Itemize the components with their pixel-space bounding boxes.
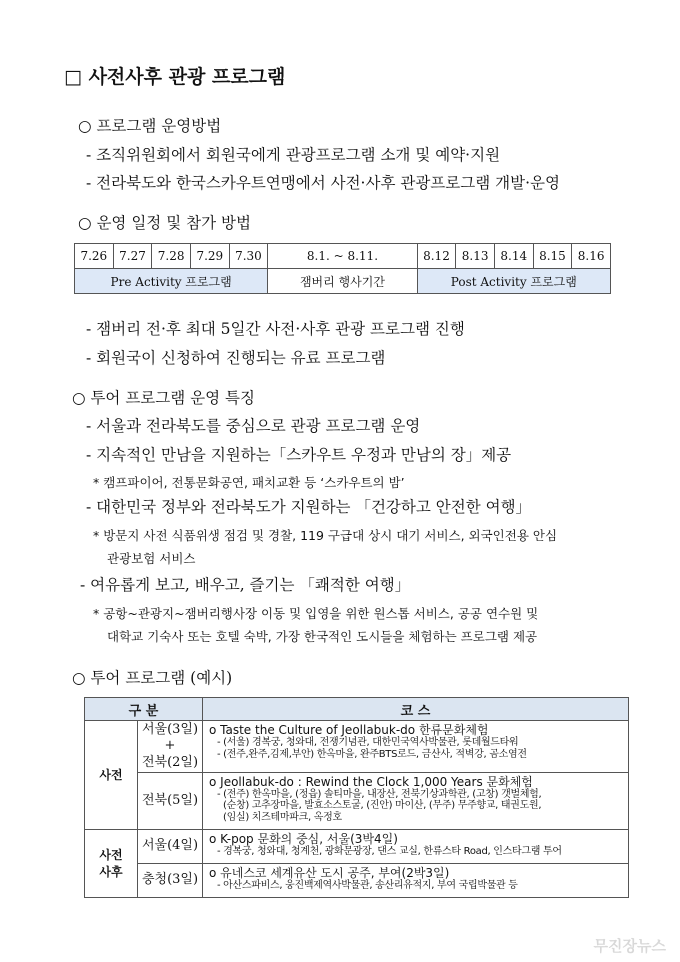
- table-row: [85, 772, 629, 829]
- header-category: 구 분: [85, 698, 203, 721]
- course-cell: [203, 772, 629, 829]
- section-heading-operation: ○ 프로그램 운영방법: [78, 117, 222, 135]
- schedule-phase-row: [75, 269, 611, 294]
- bullet-item: - 대한민국 정부와 전라북도가 지원하는 「건강하고 안전한 여행」: [86, 498, 532, 516]
- place-name: 전북(2일): [141, 754, 199, 770]
- course-cell: [203, 863, 629, 897]
- page-title: □ 사전사후 관광 프로그램: [64, 66, 286, 88]
- section-heading-tour: ○ 투어 프로그램 (예시): [72, 669, 233, 687]
- course-detail: - (전주,완주,김제,부안) 한옥마을, 완주BTS로드, 금산사, 적벽강, 곰소염전: [217, 748, 527, 760]
- course-title: o K-pop 문화의 중심, 서울(3박4일): [209, 831, 398, 846]
- course-cell: [203, 721, 629, 773]
- course-detail: (순창) 고추장마을, 발효소스토굴, (진안) 마이산, (무주) 무주향교, 태권도원,: [223, 800, 542, 812]
- table-row: [85, 829, 629, 863]
- note-text: * 공항~관광지~잼버리행사장 이동 및 입영을 위한 원스톱 서비스, 공공 연수원 및: [93, 606, 539, 621]
- date-cell: 8.14: [494, 244, 533, 269]
- watermark-logo: 무진장뉴스: [593, 937, 666, 955]
- date-cell: 8.12: [417, 244, 456, 269]
- course-cell: [203, 829, 629, 863]
- bullet-item: - 조직위원회에서 회원국에게 관광프로그램 소개 및 예약·지원: [86, 146, 501, 164]
- phase-post-activity: Post Activity 프로그램: [417, 269, 610, 294]
- bullet-item: - 지속적인 만남을 지원하는「스카우트 우정과 만남의 장」제공: [86, 446, 512, 464]
- schedule-dates-row: [75, 244, 611, 269]
- course-title: o Taste the Culture of Jeollabuk-do 한류문화체험: [209, 723, 489, 737]
- course-detail: - 경복궁, 청와대, 청계천, 광화문광장, 댄스 교실, 한류스타 Road, 인스타그램 투어: [217, 845, 562, 857]
- place-cell: 서울(4일): [138, 829, 203, 863]
- category-label: 사전: [99, 848, 123, 863]
- bullet-item: - 전라북도와 한국스카우트연맹에서 사전·사후 관광프로그램 개발·운영: [86, 174, 560, 192]
- table-row: [85, 863, 629, 897]
- schedule-table: [74, 243, 611, 294]
- phase-jamboree: 잼버리 행사기간: [268, 269, 417, 294]
- category-pre: 사전: [85, 721, 138, 830]
- course-detail: - (서울) 경복궁, 청와대, 전쟁기념관, 대한민국역사박물관, 롯데월드타워: [217, 737, 519, 748]
- bullet-item: - 잼버리 전·후 최대 5일간 사전·사후 관광 프로그램 진행: [86, 320, 465, 338]
- date-cell: 7.26: [75, 244, 114, 269]
- date-cell: 7.27: [113, 244, 152, 269]
- place-cell: 충청(3일): [138, 863, 203, 897]
- table-row: [85, 721, 629, 773]
- date-range-cell: 8.1. ~ 8.11.: [268, 244, 417, 269]
- date-cell: 7.29: [190, 244, 229, 269]
- date-cell: 8.15: [533, 244, 572, 269]
- place-cell: 전북(5일): [138, 772, 203, 829]
- course-detail: - (전주) 한옥마을, (정읍) 솔티마을, 내장산, 전북기상과학관, (고창) 갯벌체험,: [217, 788, 542, 800]
- date-cell: 8.13: [456, 244, 495, 269]
- bullet-item: - 서울과 전라북도를 중심으로 관광 프로그램 운영: [86, 417, 421, 435]
- place-plus: +: [164, 738, 176, 754]
- category-label: 사후: [99, 865, 123, 880]
- phase-pre-activity: Pre Activity 프로그램: [75, 269, 268, 294]
- bullet-item: - 회원국이 신청하여 진행되는 유료 프로그램: [86, 349, 386, 367]
- tour-header-row: [85, 698, 629, 721]
- bullet-item: - 여유롭게 보고, 배우고, 즐기는 「쾌적한 여행」: [80, 576, 411, 594]
- section-heading-schedule: ○ 운영 일정 및 참가 방법: [78, 214, 251, 232]
- course-title: o Jeollabuk-do : Rewind the Clock 1,000 Years 문화체험: [209, 774, 533, 789]
- note-text: 관광보험 서비스: [107, 551, 196, 566]
- category-pre-post: [85, 829, 138, 897]
- course-title: o 유네스코 세계유산 도시 공주, 부여(2박3일): [209, 865, 450, 880]
- course-detail: (임실) 치즈테마파크, 옥정호: [223, 811, 342, 823]
- date-cell: 8.16: [572, 244, 611, 269]
- course-detail: - 아산스파비스, 웅진백제역사박물관, 송산리유적지, 부여 국립박물관 등: [217, 879, 518, 891]
- note-text: 대학교 기숙사 또는 호텔 숙박, 가장 한국적인 도시들을 체험하는 프로그램 제공: [107, 629, 538, 644]
- header-course: 코 스: [203, 698, 629, 721]
- date-cell: 7.28: [152, 244, 191, 269]
- section-heading-features: ○ 투어 프로그램 운영 특징: [72, 389, 255, 407]
- tour-program-table: [84, 697, 629, 898]
- note-text: * 캠프파이어, 전통문화공연, 패치교환 등 ‘스카우트의 밤’: [93, 475, 405, 490]
- note-text: * 방문지 사전 식품위생 점검 및 경찰, 119 구급대 상시 대기 서비스, 외국인전용 안심: [93, 528, 558, 543]
- date-cell: 7.30: [229, 244, 268, 269]
- place-cell: [138, 721, 203, 773]
- place-name: 서울(3일): [141, 722, 199, 737]
